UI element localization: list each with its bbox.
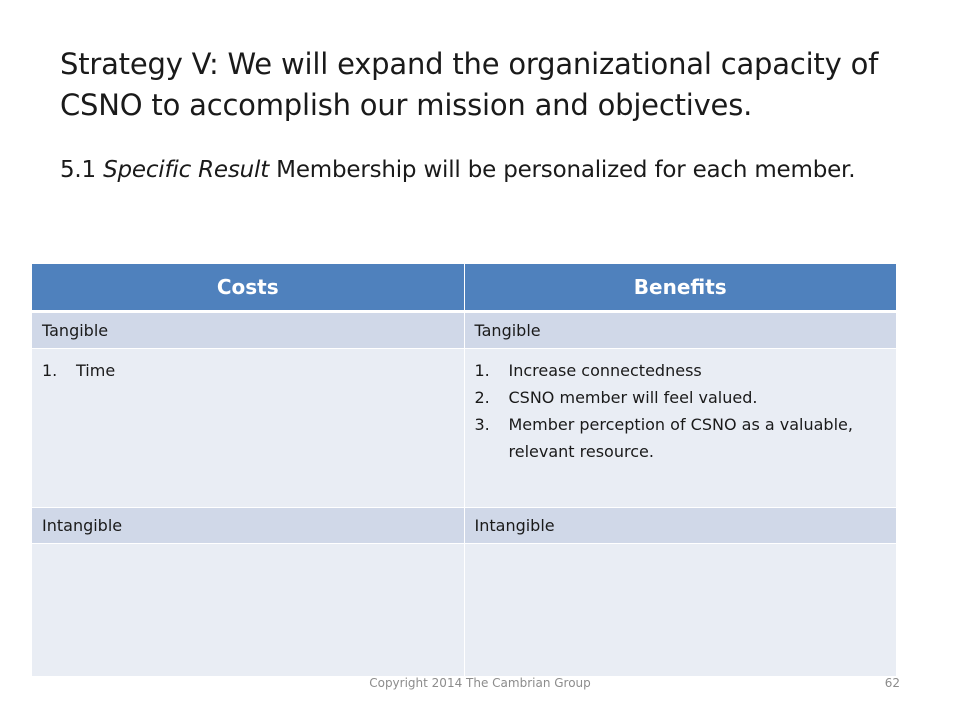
copyright-footer: Copyright 2014 The Cambrian Group: [369, 676, 591, 690]
header-row: [32, 264, 896, 312]
benefits-tangible-cell: [464, 349, 896, 508]
benefits-tangible-label: Tangible: [464, 312, 896, 349]
costs-intangible-label: Intangible: [32, 508, 464, 544]
costs-tangible-label: Tangible: [32, 312, 464, 349]
page-number: 62: [884, 676, 900, 690]
list-item: 3. Member perception of CSNO as a valuable, relevant resource.: [474, 415, 853, 461]
costs-tangible-cell: [32, 349, 464, 508]
list-item: 1. Increase connectedness: [474, 361, 702, 380]
benefits-intangible-label: Intangible: [464, 508, 896, 544]
benefits-intangible-cell: [464, 544, 896, 677]
benefits-tangible-list: [475, 357, 887, 465]
tangible-items-row: [32, 349, 896, 508]
costs-intangible-cell: [32, 544, 464, 677]
slide-title: Strategy V: We will expand the organizational capacity of CSNO to accomplish our mission and objectives.: [60, 47, 879, 122]
result-label: Specific Result: [103, 157, 270, 183]
list-item: 2. CSNO member will feel valued.: [474, 388, 758, 407]
intangible-row: [32, 508, 896, 544]
list-item: 1. Time: [42, 361, 116, 380]
costs-tangible-list: [42, 357, 454, 384]
cost-benefit-table: [32, 264, 896, 676]
intangible-items-row: [32, 544, 896, 677]
specific-result: [60, 153, 860, 187]
result-text: Membership will be personalized for each member.: [276, 157, 856, 183]
tangible-row: [32, 312, 896, 349]
result-number: 5.1: [60, 157, 96, 183]
benefits-header: Benefits: [464, 264, 896, 312]
costs-header: Costs: [32, 264, 464, 312]
